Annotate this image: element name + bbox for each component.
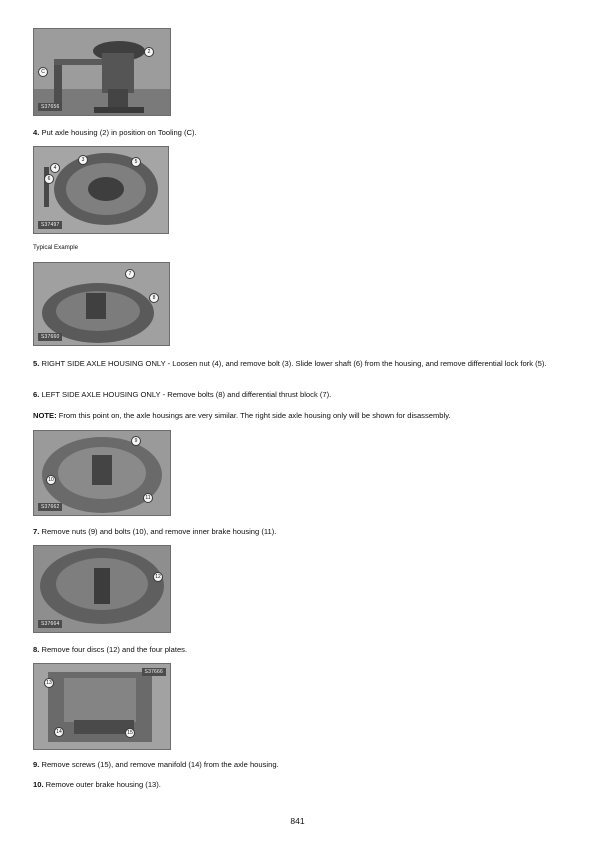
- step-number: 6.: [33, 390, 40, 399]
- callout-10: 10: [46, 475, 56, 485]
- step-text: Remove four discs (12) and the four plates.: [39, 645, 188, 654]
- callout-14: 14: [54, 727, 64, 737]
- note-label: NOTE:: [33, 411, 57, 420]
- callout-2: 2: [144, 47, 154, 57]
- figure-number: S37664: [38, 620, 62, 628]
- figure-manifold-and-outer-housing: [33, 663, 171, 750]
- step-5: [33, 359, 563, 369]
- step-text: LEFT SIDE AXLE HOUSING ONLY - Remove bolts (8) and differential thrust block (7).: [39, 390, 332, 399]
- figure-number: S37656: [38, 103, 62, 111]
- figure-right-side-housing: [33, 146, 169, 234]
- step-number: 5.: [33, 359, 40, 368]
- callout-c: C: [38, 67, 48, 77]
- step-7: [33, 527, 563, 537]
- step-text: Remove screws (15), and remove manifold (14) from the axle housing.: [39, 760, 279, 769]
- figure-number: S37497: [38, 221, 62, 229]
- figure-left-side-housing: [33, 262, 170, 346]
- step-text: Remove outer brake housing (13).: [43, 780, 161, 789]
- step-6: [33, 390, 563, 400]
- figure-caption: Typical Example: [33, 244, 79, 251]
- step-number: 4.: [33, 128, 40, 137]
- figure-number: S37666: [142, 668, 166, 676]
- figure-number: S37662: [38, 503, 62, 511]
- note: [33, 411, 563, 421]
- page-number: 841: [290, 816, 305, 826]
- step-text: Put axle housing (2) in position on Tooling (C).: [39, 128, 197, 137]
- figure-inner-brake-housing: [33, 430, 171, 516]
- note-text: From this point on, the axle housings are very similar. The right side axle housing only will be shown for disassembly.: [56, 411, 451, 420]
- callout-12: 12: [153, 572, 163, 582]
- figure-number: S37660: [38, 333, 62, 341]
- callout-11: 11: [143, 493, 153, 503]
- callout-9: 9: [131, 436, 141, 446]
- step-number: 8.: [33, 645, 40, 654]
- callout-7: 7: [125, 269, 135, 279]
- callout-13: 13: [44, 678, 54, 688]
- callout-3: 3: [78, 155, 88, 165]
- figure-illustration: [34, 664, 170, 749]
- step-text: RIGHT SIDE AXLE HOUSING ONLY - Loosen nut (4), and remove bolt (3). Slide lower shaft (6) from the housing, and remove differential lock fork (5).: [39, 359, 547, 368]
- callout-15: 15: [125, 728, 135, 738]
- step-9: [33, 760, 563, 770]
- step-number: 10.: [33, 780, 44, 789]
- step-10: [33, 780, 563, 790]
- callout-6: 6: [44, 174, 54, 184]
- step-text: Remove nuts (9) and bolts (10), and remove inner brake housing (11).: [39, 527, 277, 536]
- callout-4: 4: [50, 163, 60, 173]
- step-4: [33, 128, 563, 138]
- step-number: 7.: [33, 527, 40, 536]
- step-8: [33, 645, 563, 655]
- callout-8: 8: [149, 293, 159, 303]
- figure-discs-and-plates: [33, 545, 171, 633]
- step-number: 9.: [33, 760, 40, 769]
- callout-5: 5: [131, 157, 141, 167]
- figure-axle-on-tooling: [33, 28, 171, 116]
